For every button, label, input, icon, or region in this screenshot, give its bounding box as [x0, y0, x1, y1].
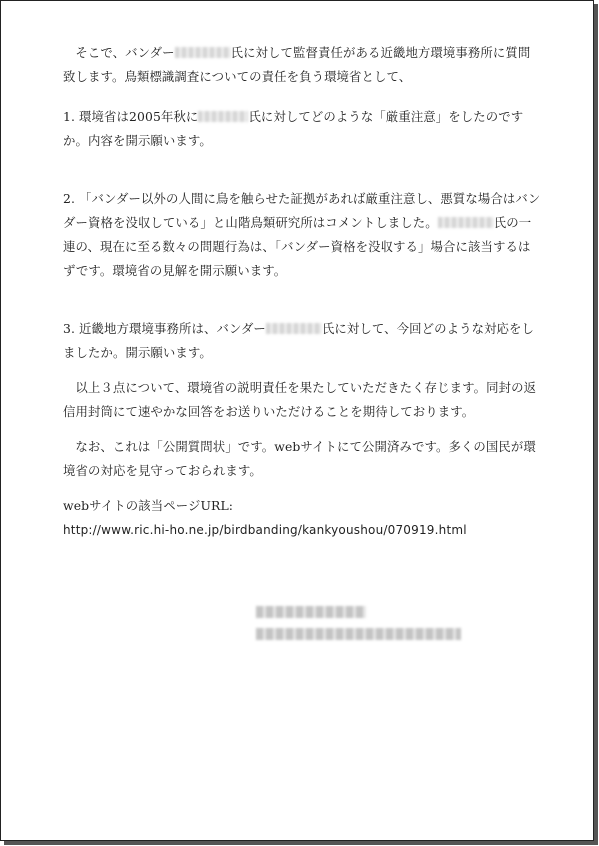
question-3-text-start: 3. 近畿地方環境事務所は、バンダー — [63, 321, 266, 336]
question-3 — [63, 317, 541, 365]
question-1-text-end: 氏に対してどのような「厳重注意」をしたのですか。内容を開示願います。 — [63, 109, 524, 148]
question-3-text-end: 氏に対して、今回どのような対応をしましたか。開示願います。 — [63, 321, 535, 360]
redacted-signature-block — [256, 606, 466, 650]
closing-paragraph: 以上３点について、環境省の説明責任を果たしていただきたく存じます。同封の返信用封筒にて速やかな回答をお送りいただけることを期待しております。 — [63, 380, 537, 419]
question-2-text-start: 2. 「バンダー以外の人間に鳥を触らせた証拠があれば厳重注意し、悪質な場合はバンダー資格を没収している」と山階鳥類研究所はコメントしました。 — [63, 191, 541, 230]
redacted-date — [256, 606, 366, 618]
redacted-sender — [256, 628, 461, 640]
intro-text-end: 氏に対して監督責任がある近畿地方環境事務所に質問致します。鳥類標識調査についての責任を負う環境省として、 — [63, 45, 531, 84]
intro-text-start: そこで、バンダー — [75, 45, 175, 60]
public-notice-paragraph: なお、これは「公開質問状」です。webサイトにて公開済みです。多くの国民が環境省の対応を見守っておられます。 — [63, 439, 536, 478]
redacted-name — [266, 323, 322, 334]
redacted-name — [175, 47, 231, 58]
page-url-link[interactable]: http://www.ric.hi-ho.ne.jp/birdbanding/kankyoushou/070919.html — [63, 523, 467, 537]
question-1 — [63, 105, 541, 153]
url-label: webサイトの該当ページURL: — [63, 498, 234, 513]
page-shadow-bottom — [4, 841, 598, 845]
page-shadow-right — [594, 4, 598, 845]
question-1-text-start: 1. 環境省は2005年秋に — [63, 109, 199, 124]
intro-paragraph — [63, 41, 541, 89]
letter-body — [63, 41, 541, 542]
question-2-text-end: 氏の一連の、現在に至る数々の問題行為は、「バンダー資格を没収する」場合に該当するはずです。環境省の見解を開示願います。 — [63, 215, 532, 278]
redacted-name — [198, 111, 248, 122]
question-2 — [63, 187, 541, 283]
redacted-name — [438, 217, 494, 228]
